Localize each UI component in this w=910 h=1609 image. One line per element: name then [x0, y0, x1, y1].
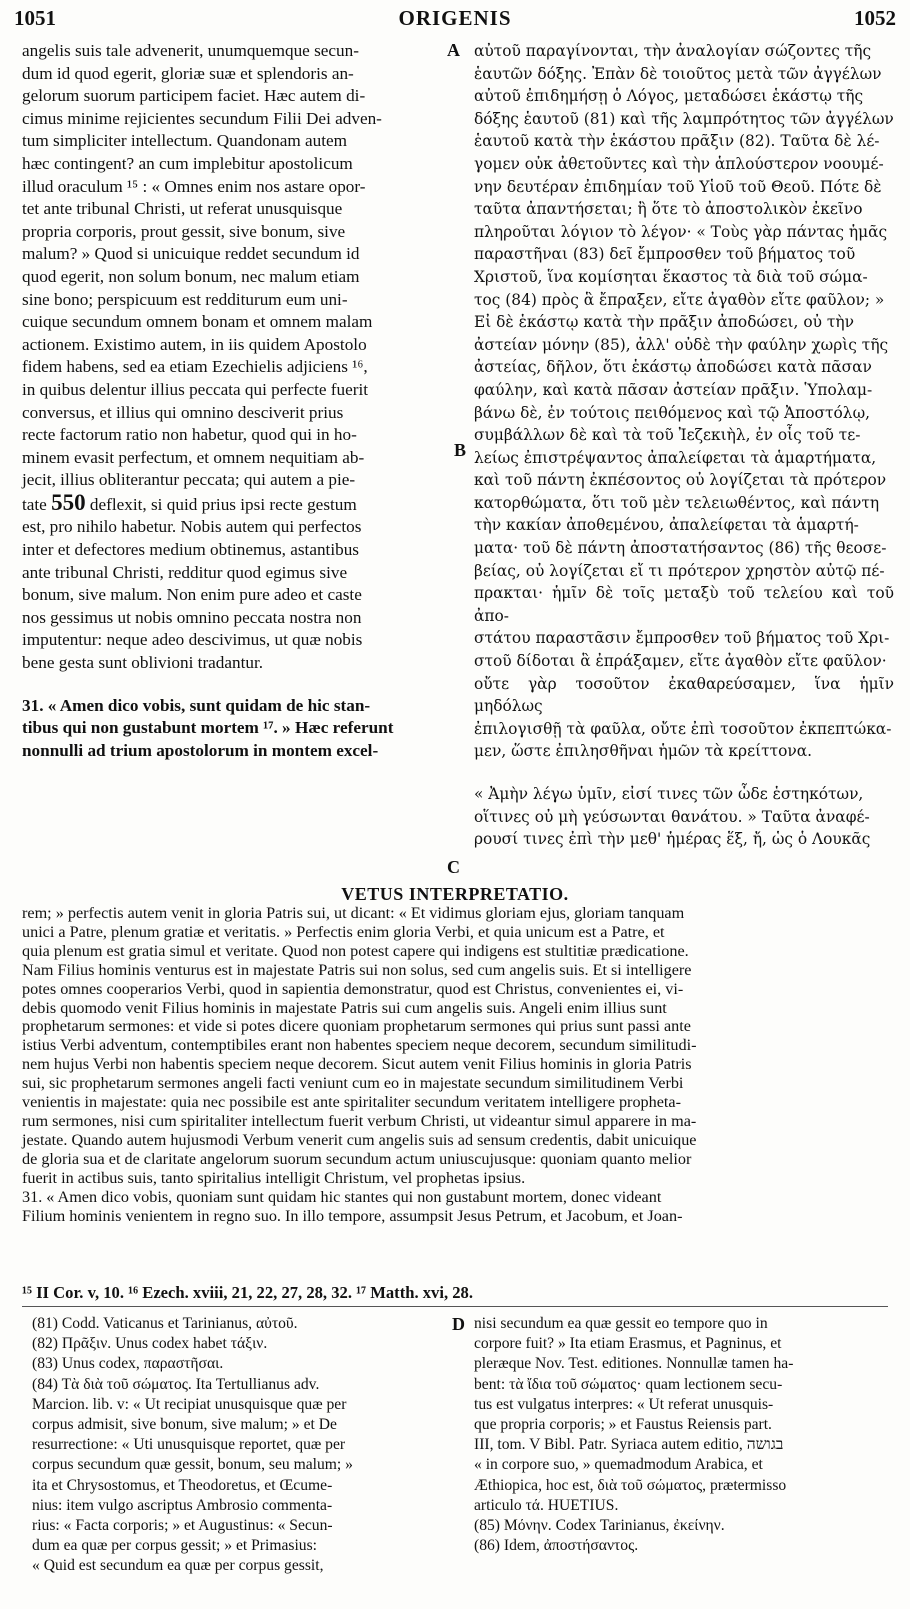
- greek-text-line: αὐτοῦ παραγίνονται, τὴν ἀναλογίαν σώζοντες τῆς: [474, 42, 872, 60]
- vetus-text-line: nem hujus Verbi non habentis speciem neque decorem. Sicut autem venit Filius hominis in gloria Patris: [22, 1055, 692, 1074]
- greek-text-line: καὶ τοῦ πάντη ἐκπέσοντος οὐ λογίζεται τὰ πρότερον: [474, 471, 887, 490]
- page-header: [14, 6, 896, 36]
- footnote-line: nius: item vulgo ascriptus Ambrosio commenta-: [32, 1496, 333, 1514]
- greek-text-line: φαύλην, καὶ κατὰ πᾶσαν ἀστείαν πρᾶξιν. Ὑπολαμ-: [474, 380, 873, 399]
- vetus-text-line: rum sermones, nisi cum spiritaliter intellectum fuerit verbum Christi, ut videantur simul apparere in ma-: [22, 1111, 697, 1130]
- latin-text-line: nonnulli ad trium apostolorum in montem excel-: [22, 740, 379, 760]
- latin-text-line: sine bono; perspicuum est redditurum eum uni-: [22, 289, 348, 309]
- section-marker-c: C: [447, 857, 460, 877]
- latin-text-line: conversus, et illius qui omnino desciverit prius: [22, 402, 344, 422]
- footnote-line: articulo τά. HUETIUS.: [474, 1496, 619, 1514]
- greek-text-line: οὔτε γὰρ τοσοῦτον ἐκαθαρεύσαμεν, ἵνα ἡμῖν μηδόλως: [474, 674, 894, 716]
- latin-text-line: cimus minime rejicientes secundum Filii Dei adven-: [22, 108, 382, 128]
- latin-text-line: ante tribunal Christi, redditur quod egimus sive: [22, 562, 348, 582]
- greek-column: [474, 40, 894, 851]
- latin-text-line: 31. « Amen dico vobis, sunt quidam de hic stan-: [22, 695, 371, 715]
- section-marker-d: D: [452, 1314, 465, 1334]
- greek-paragraph-2: [474, 783, 894, 851]
- footnote-line: corpore fuit? » Ita etiam Erasmus, et Pagninus, et: [474, 1335, 782, 1353]
- greek-text-line: οἵτινες οὐ μὴ γεύσωνται θανάτου. » Ταῦτα ἀναφέ-: [474, 807, 870, 826]
- latin-line-start: tate: [22, 494, 47, 514]
- greek-text-line: γομεν οὐκ ἀθετοῦντες καὶ τὴν ἁπλούστερον νοουμέ-: [474, 154, 884, 173]
- footnote-line: rius: « Facta corporis; » et Augustinus: « Secun-: [32, 1517, 333, 1535]
- left-column-number: 1051: [14, 6, 56, 30]
- greek-text-line: πληροῦται λόγιον τὸ λέγον· « Τοὺς γὰρ πάντας ἡμᾶς: [474, 222, 888, 241]
- vetus-text-line: Filium hominis venientem in regno suo. In illo tempore, assumpsit Jesus Petrum, et Jacobum, et Joan-: [22, 1206, 683, 1225]
- latin-text-line: hæc contingent? an cum implebitur apostolicum: [22, 153, 353, 173]
- greek-text-line: κατορθώματα, ὅτι τοῦ μὲν τελειωθέντος, καὶ πάντη: [474, 493, 880, 512]
- latin-text-line: tibus qui non gustabunt mortem ¹⁷. » Hæc referunt: [22, 718, 394, 738]
- latin-text-line: malum? » Quod si unicuique reddet secundum id: [22, 244, 360, 264]
- greek-paragraph-1: [474, 40, 894, 763]
- vetus-text-line: debis quomodo venit Filius hominis in majestate Patris sui cum angelis suis. Angeli enim illius sunt: [22, 998, 667, 1017]
- greek-text-line: ἑαυτῶν δόξης. Ἐπὰν δὲ τοιοῦτος μετὰ τῶν ἀγγέλων: [474, 64, 882, 83]
- footnote-line: pleræque Nov. Test. editiones. Nonnullæ tamen ha-: [474, 1355, 794, 1373]
- latin-text-line: bonum, sive malum. Non enim pure adeo et caste: [22, 585, 362, 605]
- greek-text-line: βάνω δὲ, ἐν τούτοις πειθόμενος καὶ τῷ Ἀποστόλῳ,: [474, 403, 871, 422]
- greek-text-line: Εἰ δὲ ἑκάστῳ κατὰ τὴν πρᾶξιν ἀποδώσει, οὐ τὴν: [474, 313, 854, 332]
- vetus-text-line: quia plenum est gratia simul et veritate. Quod non potest capere qui indigens est stultitiæ prædicatione.: [22, 941, 689, 960]
- vetus-interpretatio-title: VETUS INTERPRETATIO.: [341, 884, 569, 904]
- vetus-text-line: sui, sic prophetarum sermones angeli facti veniunt cum eo in majestate secundum similitudinem Verbi: [22, 1074, 684, 1093]
- latin-text-line: actionem. Existimo autem, in iis quidem Apostolo: [22, 334, 367, 354]
- vetus-text-line: jestate. Quando autem hujusmodi Verbum venerit cum angelis suis ad sensum credentis, dabit unicuique: [22, 1130, 697, 1149]
- latin-paragraph-1: [22, 40, 442, 492]
- footnote-line: dum ea quæ per corpus gessit; » et Primasius:: [32, 1537, 317, 1555]
- latin-column: [22, 40, 442, 762]
- footnote-line: Marcion. lib. v: « Ut recipiat unusquisque quæ per: [32, 1395, 347, 1413]
- latin-text-line: dum id quod egerit, gloriæ suæ et splendoris an-: [22, 63, 354, 83]
- vetus-text-line: unici a Patre, plenum gratiæ et veritatis. » Perfectis enim gloria Verbi, et quia unicum est a Patre, et: [22, 922, 665, 941]
- greek-text-line: αὐτοῦ ἐπιδημήσῃ ὁ Λόγος, μεταδώσει ἑκάστῳ τῆς: [474, 87, 864, 106]
- latin-text-line: inter et defectores medium obtinemus, astantibus: [22, 540, 359, 560]
- footnote-line: resurrectione: « Uti unusquisque reportet, quæ per: [32, 1436, 346, 1454]
- footnote-line: (82) Πρᾶξιν. Unus codex habet τάξιν.: [32, 1335, 268, 1353]
- latin-text-line: jecit, illius obliterantur peccata; qui autem a pie-: [22, 470, 356, 490]
- footnote-line: Æthiopica, hoc est, διὰ τοῦ σώματος, prætermisso: [474, 1476, 787, 1494]
- vetus-interpretatio-text: [22, 904, 888, 1225]
- greek-text-line: νην δευτέραν ἐπιδημίαν τοῦ Υἱοῦ τοῦ Θεοῦ. Πότε δὲ: [474, 177, 882, 196]
- greek-text-line: στοῦ δίδοται ἃ ἐπράξαμεν, εἴτε ἀγαθὸν εἴτε φαῦλον·: [474, 652, 887, 671]
- section-marker-a: A: [447, 40, 460, 60]
- footnote-line: (83) Unus codex, παραστῆσαι.: [32, 1355, 224, 1373]
- right-column-number: 1052: [854, 6, 896, 30]
- greek-text-line: τος (84) πρὸς ἃ ἔπραξεν, εἴτε ἀγαθὸν εἴτε φαῦλον; »: [474, 290, 885, 309]
- footnote-line: bent: τὰ ἴδια τοῦ σώματος· quam lectionem secu-: [474, 1375, 783, 1393]
- vetus-text-line: venientis in majestate: quia nec possibile est ante spiritaliter secundum veritatem intelligere propheta-: [22, 1093, 681, 1112]
- latin-text-line: in quibus delentur illius peccata qui perfecte fuerit: [22, 379, 369, 399]
- footnote-line: (81) Codd. Vaticanus et Tarinianus, αὐτοῦ.: [32, 1315, 298, 1332]
- vetus-text-line: 31. « Amen dico vobis, quoniam sunt quidam hic stantes qui non gustabunt mortem, donec videant: [22, 1187, 662, 1206]
- footnote-line: III, tom. V Bibl. Patr. Syriaca autem editio, בגושה: [474, 1436, 784, 1454]
- footnote-line: ita et Chrysostomus, et Theodoretus, et Œcume-: [32, 1476, 333, 1494]
- footnote-line: tus est vulgatus interpres: « Ut referat unusquis-: [474, 1395, 774, 1413]
- scripture-references: ¹⁵ II Cor. v, 10. ¹⁶ Ezech. xviii, 21, 22, 27, 28, 32. ¹⁷ Matth. xvi, 28.: [22, 1283, 473, 1302]
- greek-text-line: ἀστείας, δῆλον, ὅτι ἑκάστῳ ἀποδώσει κατὰ πᾶσαν: [474, 358, 872, 377]
- vetus-text-line: fuerit in actibus suis, tanto spiritalius intelligit Christum, vel prophetas ipsius.: [22, 1168, 526, 1187]
- latin-paragraph-1-end: [22, 516, 442, 674]
- latin-line-end: deflexit, si quid prius ipsi recte gestum: [89, 494, 357, 514]
- greek-text-line: ταῦτα ἀπαντήσεται; ἢ ὅτε τὸ ἀποστολικὸν ἐκεῖνο: [474, 200, 863, 219]
- latin-text-line: tum simpliciter intellectum. Quandonam autem: [22, 131, 348, 151]
- latin-text-line: bene gesta sunt oblivioni tradantur.: [22, 653, 264, 673]
- footnote-line: « in corpore suo, » quemadmodum Arabica, et: [474, 1456, 763, 1474]
- footnote-line: que propria corporis; » et Faustus Reiensis part.: [474, 1416, 772, 1434]
- greek-text-line: ἀστείαν μόνην (85), ἀλλ' οὐδὲ τὴν φαύλην χωρὶς τῆς: [474, 335, 889, 354]
- vetus-text-line: prophetarum sermones: et vide si potes dicere quoniam prophetarum sermones qui prius sunt passi ante: [22, 1017, 691, 1036]
- greek-text-line: συμβάλλων δὲ καὶ τὰ τοῦ Ἰεζεκιὴλ, ἐν οἷς τοῦ τε-: [474, 426, 861, 445]
- latin-line-with-page-number: [22, 489, 442, 517]
- latin-text-line: gelorum suorum participem faciet. Hæc autem di-: [22, 86, 366, 106]
- greek-text-line: στάτου παραστᾶσιν ἔμπροσθεν τοῦ βήματος τοῦ Χρι-: [474, 629, 890, 648]
- latin-text-line: tet ante tribunal Christi, ut referat unusquisque: [22, 199, 343, 219]
- latin-text-line: fidem habens, sed ea etiam Ezechielis adjiciens ¹⁶,: [22, 357, 368, 377]
- footnote-line: (86) Idem, ἀποστήσαντος.: [474, 1537, 639, 1555]
- footnote-line: (85) Μόνην. Codex Tarinianus, ἐκείνην.: [474, 1517, 725, 1535]
- footnote-line: corpus admisit, sive bonum, sive malum; » et De: [32, 1416, 337, 1434]
- vetus-text-line: potes omnes cooperarios Verbi, quod in sapientia demonstratur, quod est Christus, convenientes ei, vi-: [22, 979, 684, 998]
- running-title: ORIGENIS: [398, 6, 512, 30]
- footnotes-left: [32, 1314, 437, 1577]
- latin-text-line: cuique secundum omnem bonam et omnem malam: [22, 312, 373, 332]
- footnote-line: nisi secundum ea quæ gessit eo tempore quo in: [474, 1315, 768, 1332]
- greek-text-line: « Ἀμὴν λέγω ὑμῖν, εἰσί τινες τῶν ὧδε ἑστηκότων,: [474, 785, 864, 803]
- vetus-text-line: rem; » perfectis autem venit in gloria Patris sui, ut dicant: « Et vidimus gloriam ejus, gloriam tanquam: [22, 904, 685, 922]
- latin-paragraph-2: [22, 695, 442, 763]
- greek-text-line: πρακται· ἡμῖν δὲ τοῖς μεταξὺ τοῦ τελείου καὶ τοῦ ἀπο-: [474, 584, 894, 625]
- vetus-text-line: Nam Filius hominis venturus est in majestate Patris sui non solus, sed cum angelis suis. Et si intelligere: [22, 960, 692, 979]
- greek-text-line: τὴν κακίαν ἀποθεμένου, ἀπαλείφεται τὰ ἁμαρτή-: [474, 516, 859, 535]
- latin-text-line: quod egerit, non solum bonum, nec malum etiam: [22, 266, 360, 286]
- inline-page-number: 550: [51, 489, 86, 515]
- footnote-line: (84) Τὰ διὰ τοῦ σώματος. Ita Tertullianus adv.: [32, 1375, 320, 1393]
- latin-text-line: angelis suis tale advenerit, unumquemque secun-: [22, 41, 359, 60]
- greek-text-line: ἑαυτοῦ κατὰ τὴν ἑκάστου πρᾶξιν (82). Ταῦτα δὲ λέ-: [474, 132, 880, 151]
- footnote-line: « Quid est secundum ea quæ per corpus gessit,: [32, 1557, 324, 1575]
- greek-text-line: ρουσί τινες ἐπὶ τὴν μεθ' ἡμέρας ἕξ, ἤ, ὡς ὁ Λουκᾶς: [474, 830, 871, 849]
- greek-text-line: ματα· τοῦ δὲ πάντη ἀποστατήσαντος (86) τῆς θεοσε-: [474, 539, 887, 558]
- greek-text-line: λείως ἐπιστρέψαντος ἀπαλείφεται τὰ ἁμαρτήματα,: [474, 448, 877, 467]
- footnote-line: corpus secundum quæ gessit, bonum, seu malum; »: [32, 1456, 353, 1474]
- greek-text-line: δόξης ἑαυτοῦ (81) καὶ τῆς λαμπρότητος τῶν ἀγγέλων: [474, 109, 894, 128]
- greek-text-line: μεν, ὥστε ἐπιλησθῆναι ἡμῶν τὰ κρείττονα.: [474, 742, 813, 761]
- greek-text-line: παραστῆναι (83) δεῖ ἔμπροσθεν τοῦ βήματος τοῦ: [474, 245, 856, 264]
- latin-text-line: illud oraculum ¹⁵ : « Omnes enim nos astare opor-: [22, 176, 366, 196]
- vetus-text-line: istius Verbi adventum, contemptibiles erant non habentes speciem neque decorem, secundum similitudi-: [22, 1036, 697, 1055]
- latin-text-line: recte factorum ratio non habetur, quod qui in ho-: [22, 425, 357, 445]
- footnote-rule: [22, 1306, 888, 1307]
- greek-text-line: βείας, οὐ λογίζεται εἴ τι πρότερον χρηστὸν αὐτῷ πέ-: [474, 561, 885, 580]
- greek-text-line: ἐπιλογισθῇ τὰ φαῦλα, οὔτε ἐπὶ τοσοῦτον ἐκπεπτώκα-: [474, 719, 892, 738]
- latin-text-line: nos gessimus ut nobis omnino peccata nostra non: [22, 607, 362, 627]
- footnotes-right: [474, 1314, 894, 1556]
- latin-text-line: est, pro nihilo habetur. Nobis autem qui perfectos: [22, 517, 362, 537]
- greek-text-line: Χριστοῦ, ἵνα κομίσηται ἕκαστος τὰ διὰ τοῦ σώμα-: [474, 267, 868, 286]
- latin-text-line: minem evasit perfectum, et omnem nequitiam ab-: [22, 447, 365, 467]
- section-marker-b: B: [454, 440, 467, 460]
- latin-text-line: propria corporis, prout gessit, sive bonum, sive: [22, 221, 346, 241]
- vetus-text-line: de gloria sua et de claritate angelorum suorum secundum actum uniuscujusque: quoniam quanto melior: [22, 1149, 692, 1168]
- latin-text-line: imputentur: neque adeo descivimus, ut quæ nobis: [22, 630, 363, 650]
